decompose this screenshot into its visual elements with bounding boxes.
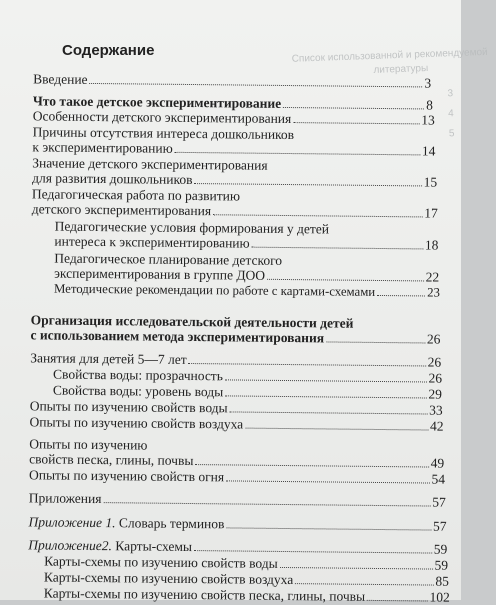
- dot-leader: [225, 379, 427, 382]
- toc-entry: [54, 219, 438, 253]
- toc-entry-title: Введение: [33, 71, 88, 87]
- dot-leader: [267, 279, 424, 282]
- dot-leader: [377, 295, 425, 297]
- dot-leader: [175, 152, 420, 156]
- toc-entry-title: Что такое детское экспериментирование: [32, 93, 282, 111]
- dot-leader: [103, 502, 430, 506]
- dot-leader: [194, 183, 421, 186]
- dot-leader: [226, 527, 431, 530]
- dot-leader: [295, 583, 433, 585]
- toc-entry-title-cont: для развития дошкольников: [32, 170, 193, 188]
- toc-entry: [28, 514, 446, 533]
- toc-entry: [32, 186, 438, 220]
- toc-entry: [29, 467, 445, 486]
- bleed-line: 4: [448, 108, 454, 120]
- toc-entry-page: 59: [433, 541, 448, 557]
- page-title: Содержание: [62, 42, 155, 59]
- toc-entry-title: Занятия для детей 5—7 лет: [30, 350, 187, 367]
- toc-entry-page: 15: [423, 174, 438, 190]
- toc-entry-title: Опыты по изучению: [29, 436, 148, 453]
- toc-entry-title: Опыты по изучению свойств огня: [28, 467, 225, 485]
- toc-entry-page: 26: [428, 370, 443, 386]
- toc-entry-title: Свойства воды: уровень воды: [52, 382, 224, 400]
- dot-leader: [90, 83, 423, 87]
- dot-leader: [245, 428, 428, 431]
- toc-entry-page: 17: [424, 205, 438, 221]
- toc-entry: [54, 251, 439, 285]
- bleed-line: 5: [448, 128, 455, 140]
- toc-entry-page: 54: [431, 471, 446, 487]
- toc-entry-title: Педагогические условия формирования у детей: [54, 218, 330, 237]
- toc-entry-page: 22: [425, 269, 440, 285]
- dot-leader: [225, 395, 426, 398]
- toc-entry-title: Словарь терминов: [118, 515, 225, 532]
- toc-entry: [32, 124, 435, 158]
- toc-entry-page: 85: [435, 573, 450, 589]
- toc-entry-title-cont: интереса к экспериментированию: [54, 233, 250, 251]
- toc-entry-appendix-label: Приложение2.: [28, 537, 113, 554]
- toc-entry: [29, 436, 444, 470]
- toc-entry-title: Педагогическая работа по развитию: [31, 186, 241, 204]
- toc-entry-title: Особенности детского экспериментирования: [32, 108, 292, 127]
- toc-entry-title-cont: к экспериментированию: [32, 139, 173, 156]
- toc-entry-page: 14: [421, 143, 436, 159]
- toc-entry-title: Опыты по изучению свойств воды: [29, 398, 228, 416]
- dot-leader: [280, 567, 433, 570]
- toc-entry-title-cont: с использованием метода экспериментирования: [30, 327, 325, 346]
- toc-entry-page: 102: [429, 589, 450, 605]
- toc-entry-page: 3: [424, 75, 432, 91]
- toc-entry: [30, 414, 444, 433]
- toc-entry-page: 26: [426, 331, 441, 347]
- toc-entry-page: 23: [427, 285, 441, 300]
- toc-entry-title: Карты-схемы по изучению свойств песка, глины, почвы: [43, 585, 366, 604]
- bleed-line: Список использованной и рекомендуемой: [291, 46, 488, 65]
- toc-entry-title-cont: детского экспериментирования: [31, 201, 212, 219]
- toc-entry-page: 49: [430, 455, 445, 471]
- toc-entry-page: 8: [426, 97, 434, 113]
- dot-leader: [283, 107, 424, 109]
- toc-entry-page: 59: [434, 557, 449, 573]
- toc-entry-title: Карты-схемы по изучению свойств воды: [44, 553, 278, 571]
- toc-entry: [44, 585, 450, 604]
- toc-entry-title: Педагогическое планирование детского: [54, 250, 283, 268]
- toc-entry-page: 13: [421, 112, 435, 128]
- toc-entry: [30, 312, 440, 346]
- dot-leader: [293, 122, 419, 124]
- toc-entry-title: Карты-схемы по изучению свойств воздуха: [43, 569, 294, 588]
- dot-leader: [189, 363, 426, 366]
- toc-entry-title: Опыты по изучению свойств воздуха: [29, 414, 244, 432]
- toc-entry-page: 57: [432, 518, 447, 534]
- toc-entry-title: Свойства воды: прозрачность: [53, 366, 223, 384]
- toc-entry: [32, 155, 437, 189]
- dot-leader: [226, 480, 429, 483]
- bleed-line: 3: [447, 88, 454, 100]
- toc-entry-title: Причины отсутствия интереса дошкольников: [32, 124, 295, 143]
- toc-entry-appendix-label: Приложение 1.: [28, 514, 116, 531]
- toc-entry-page: 33: [429, 402, 443, 418]
- toc-entry-title: Значение детского экспериментирования: [32, 155, 268, 173]
- dot-leader: [326, 341, 425, 343]
- dot-leader: [367, 600, 427, 602]
- toc-entry-title-cont: экспериментирования в группе ДОО: [54, 265, 266, 283]
- toc-entry-page: 26: [427, 354, 442, 370]
- toc-entry-title: Карты-схемы: [115, 538, 193, 555]
- dot-leader: [252, 247, 423, 250]
- dot-leader: [195, 464, 428, 467]
- dot-leader: [230, 411, 428, 414]
- dot-leader: [194, 550, 432, 553]
- toc-entry: [29, 490, 446, 509]
- bleed-line: литературы: [373, 63, 429, 76]
- toc-entry-title: Приложения: [28, 490, 102, 507]
- toc-entry-title: Организация исследовательской деятельности детей: [30, 312, 354, 331]
- toc-entry-page: 18: [424, 237, 439, 253]
- toc-entry-title-cont: свойств песка, глины, почвы: [29, 451, 194, 469]
- toc-entry-page: 57: [432, 494, 446, 510]
- toc-entry-page: 29: [428, 386, 442, 402]
- toc-entry: [54, 282, 440, 301]
- toc-entry-title: Методические рекомендации по работе с картами-схемами: [53, 281, 376, 299]
- toc-entry: [33, 71, 431, 90]
- dot-leader: [213, 214, 422, 217]
- toc-entry-page: 42: [429, 418, 444, 434]
